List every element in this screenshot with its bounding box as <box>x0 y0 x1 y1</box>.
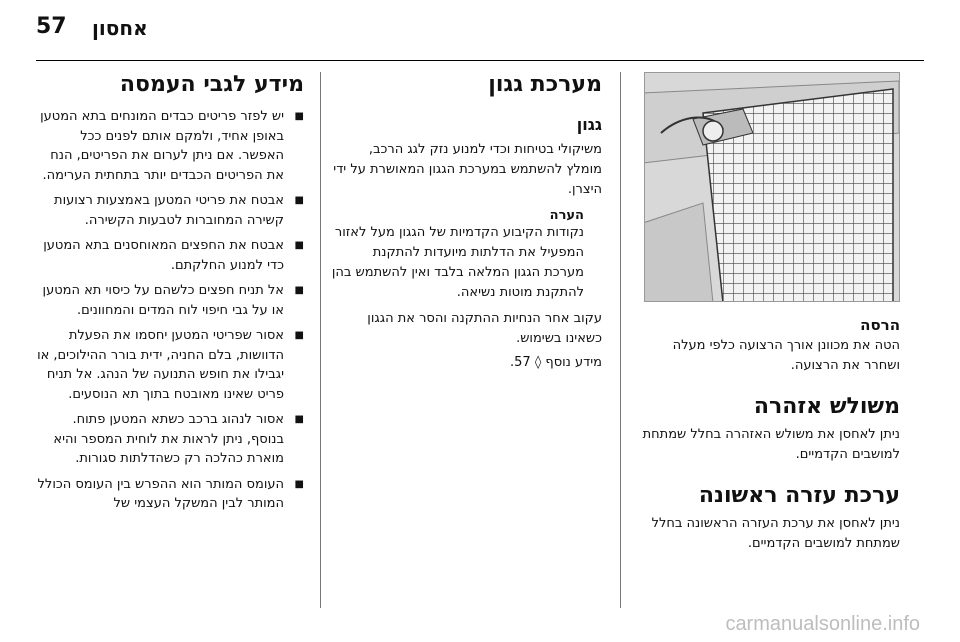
list-item: ■ יש לפזר פריטים כבדים המונחים בתא המטען באופן אחיד, ולמקם אותם לפנים ככל האפשר. אם ניתן לערום את הפריטים, הנח את הפריטים הכבדים יותר בתחתית הערימה. <box>36 107 304 185</box>
loading-bullet-list <box>36 107 304 514</box>
roof-rack-heading: מערכת גגון <box>488 72 602 97</box>
loading-info-column <box>36 72 304 520</box>
column-divider-left <box>320 72 321 608</box>
warning-triangle-text: ניתן לאחסן את משולש האזהרה בחלל שמתחת למושבים הקדמיים. <box>642 427 900 462</box>
note-heading: הערה <box>549 208 584 223</box>
page-reference[interactable]: מידע נוסף ◊ 57. <box>510 355 602 370</box>
list-item: ■ אל תניח חפצים כלשהם על כיסוי תא המטען או על גבי חיפוי לוח המדים והמחוונים. <box>36 281 304 320</box>
roof-rack-text: משיקולי בטיחות וכדי למנוע נזק לגג הרכב, מומלץ להשתמש במערכת הגגון המאושרת על ידי היצרן. <box>333 142 602 197</box>
roof-rack-subheading: גגון <box>576 115 602 134</box>
page-number: 57 <box>36 14 67 39</box>
list-item: ■ העומס המותר הוא ההפרש בין העומס הכולל המותר לבין המשקל העצמי של <box>36 475 304 514</box>
cargo-net-illustration <box>644 72 900 302</box>
list-item: ■ אבטח את פריטי המטען באמצעות רצועות קשירה המחוברות לטבעות הקשירה. <box>36 191 304 230</box>
figure-caption-title: הרסה <box>860 316 900 334</box>
watermark: carmanualsonline.info <box>725 613 920 635</box>
figure-column <box>640 72 900 554</box>
list-item: ■ אסור לנהוג ברכב כשתא המטען פתוח. בנוסף, ניתן לראות את לוחית המספר והיא מוארת כהלכה רק כשהדלתות סגורות. <box>36 410 304 469</box>
list-item: ■ אבטח את החפצים המאוחסנים בתא המטען כדי למנוע החלקתם. <box>36 236 304 275</box>
note-text: נקודות הקיבוע הקדמיות של הגגון מעל לאזור המפעיל את הדלתות מיועדות להתקנת מערכת הגגון המלאה בלבד ואין להשתמש בהן להתקנת מוטות נשיאה. <box>331 225 584 300</box>
cargo-net-drawing <box>644 73 899 302</box>
figure-caption-text: הטה את מכוונן אורך הרצועה כלפי מעלה ושחרר את הרצועה. <box>672 338 900 373</box>
header-rule <box>36 60 924 61</box>
roof-rack-text-2: עקוב אחר הנחיות ההתקנה והסר את הגגון כשאינו בשימוש. <box>367 311 602 346</box>
roof-rack-column <box>330 72 602 370</box>
first-aid-heading: ערכת עזרה ראשונה <box>698 483 900 508</box>
column-divider-right <box>620 72 621 608</box>
loading-info-heading: מידע לגבי העמסה <box>119 72 304 97</box>
first-aid-text: ניתן לאחסן את ערכת העזרה הראשונה בחלל שמתחת למושבים הקדמיים. <box>651 516 900 551</box>
list-item: ■ אסור שפריטי המטען יחסמו את הפעלת הדוושות, בלם החניה, ידית בורר ההילוכים, או יגבילו את חופש התנועה של הנהג. אל תניח פריט שאינו מאובטח בתוך תא הנוסעים. <box>36 326 304 404</box>
section-name: אחסון <box>92 16 148 40</box>
warning-triangle-heading: משולש אזהרה <box>753 394 900 419</box>
